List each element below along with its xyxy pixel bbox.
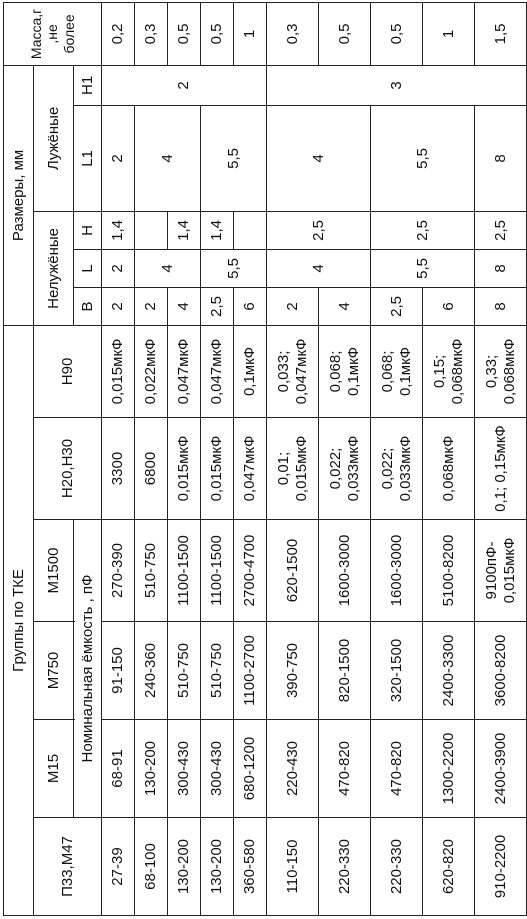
cell: 0,015мкФ xyxy=(201,418,234,520)
cell: 1100-1500 xyxy=(168,520,201,622)
sizes-header: Размеры, мм xyxy=(4,65,34,325)
cell: 510-750 xyxy=(201,622,234,720)
cell: 2,5 xyxy=(371,287,423,325)
cell: 0,022; 0,033мкФ xyxy=(371,418,423,520)
cell: 6800 xyxy=(135,418,168,520)
cell xyxy=(234,211,267,249)
cell: 8 xyxy=(475,249,527,287)
cell: 510-750 xyxy=(135,520,168,622)
table-row xyxy=(267,2,319,915)
cell: 6 xyxy=(423,287,475,325)
col-h90: Н90 xyxy=(34,325,102,417)
cell: 2,5 xyxy=(201,287,234,325)
cell: 110-150 xyxy=(267,818,319,916)
cell: 0,022мкФ xyxy=(135,325,168,417)
cell: 390-750 xyxy=(267,622,319,720)
cell: 1,5 xyxy=(475,2,527,65)
cell: 470-820 xyxy=(371,720,423,818)
cell: 300-430 xyxy=(168,720,201,818)
cell: 910-2200 xyxy=(475,818,527,916)
cell: 5,5 xyxy=(371,249,475,287)
cell: 1100-1500 xyxy=(201,520,234,622)
cell: 2 xyxy=(102,287,135,325)
cell: 1600-3000 xyxy=(371,520,423,622)
cell: 0,047мкФ xyxy=(201,325,234,417)
cell: 130-200 xyxy=(168,818,201,916)
dim-b: В xyxy=(74,287,102,325)
cell: 0,068мкФ xyxy=(423,418,475,520)
cell: 0,01; 0,015мкФ xyxy=(267,418,319,520)
cell: 5100-8200 xyxy=(423,520,475,622)
h1-cell: 3 xyxy=(267,65,527,105)
cell: 5,5 xyxy=(201,249,267,287)
cell: 68-91 xyxy=(102,720,135,818)
cell: 0,022; 0,033мкФ xyxy=(319,418,371,520)
cell: 2,5 xyxy=(371,211,475,249)
cell: 510-750 xyxy=(168,622,201,720)
col-m15: М15 xyxy=(34,720,74,818)
cell: 0,068; 0,1мкФ xyxy=(371,325,423,417)
cell: 5,5 xyxy=(201,105,267,211)
cell: 0,047мкФ xyxy=(168,325,201,417)
cell: 8 xyxy=(475,287,527,325)
dim-h: H xyxy=(74,211,102,249)
dim-l1: L1 xyxy=(74,105,102,211)
table-row xyxy=(475,2,527,915)
cell: 0,3 xyxy=(135,2,168,65)
cell: 0,1мкФ xyxy=(234,325,267,417)
cell: 0,015мкФ xyxy=(168,418,201,520)
table-row xyxy=(371,2,423,915)
cell: 1,4 xyxy=(201,211,234,249)
cell: 0,047мкФ xyxy=(234,418,267,520)
cell: 2400-3300 xyxy=(423,622,475,720)
cell: 1 xyxy=(234,2,267,65)
cell: 2,5 xyxy=(267,211,371,249)
cell: 220-430 xyxy=(267,720,319,818)
col-p33: П33,М47 xyxy=(34,818,102,916)
nominal-header: Номинальная ёмкость , пФ xyxy=(74,520,102,818)
cell: 0,015мкФ xyxy=(102,325,135,417)
h1-cell: 2 xyxy=(102,65,267,105)
cell: 27-39 xyxy=(102,818,135,916)
cell: 4 xyxy=(168,287,201,325)
col-m1500: М1500 xyxy=(34,520,74,622)
cell: 130-200 xyxy=(201,818,234,916)
cell: 0,1; 0,15мкФ xyxy=(475,418,527,520)
cell: 4 xyxy=(135,249,201,287)
cell: 2,5 xyxy=(475,211,527,249)
cell: 0,033; 0,047мкФ xyxy=(267,325,319,417)
cell xyxy=(135,211,168,249)
cell: 300-430 xyxy=(201,720,234,818)
cell: 240-360 xyxy=(135,622,168,720)
table-row xyxy=(201,2,234,915)
cell: 0,068; 0,1мкФ xyxy=(319,325,371,417)
cell: 680-1200 xyxy=(234,720,267,818)
tke-groups-header: Группы по ТКЕ xyxy=(4,325,34,915)
cell: 9100пФ- 0,015мкФ xyxy=(475,520,527,622)
cell: 620-1500 xyxy=(267,520,319,622)
mass-header: Масса,г ,не более xyxy=(4,2,102,65)
cell: 0,15; 0,068мкФ xyxy=(423,325,475,417)
cell: 2 xyxy=(102,249,135,287)
cell: 220-330 xyxy=(371,818,423,916)
cell: 320-1500 xyxy=(371,622,423,720)
dim-l: L xyxy=(74,249,102,287)
capacitor-table xyxy=(3,2,527,916)
tinned-header: Лужёные xyxy=(34,65,74,211)
cell: 620-820 xyxy=(423,818,475,916)
cell: 360-580 xyxy=(234,818,267,916)
cell: 0,2 xyxy=(102,2,135,65)
cell: 91-150 xyxy=(102,622,135,720)
cell: 0,5 xyxy=(371,2,423,65)
cell: 8 xyxy=(475,105,527,211)
cell: 1,4 xyxy=(168,211,201,249)
not-tinned-header: Нелужёные xyxy=(34,211,74,325)
cell: 270-390 xyxy=(102,520,135,622)
cell: 0,3 xyxy=(267,2,319,65)
cell: 5,5 xyxy=(371,105,475,211)
cell: 0,5 xyxy=(319,2,371,65)
cell: 2700-4700 xyxy=(234,520,267,622)
cell: 1 xyxy=(423,2,475,65)
cell: 470-820 xyxy=(319,720,371,818)
cell: 3600-8200 xyxy=(475,622,527,720)
cell: 2 xyxy=(102,105,135,211)
cell: 0,5 xyxy=(201,2,234,65)
cell: 1300-2200 xyxy=(423,720,475,818)
cell: 2 xyxy=(267,287,319,325)
cell: 0,33; 0,068мкФ xyxy=(475,325,527,417)
cell: 1600-3000 xyxy=(319,520,371,622)
cell: 130-200 xyxy=(135,720,168,818)
cell: 4 xyxy=(267,249,371,287)
cell: 820-1500 xyxy=(319,622,371,720)
cell: 4 xyxy=(135,105,201,211)
cell: 68-100 xyxy=(135,818,168,916)
cell: 2 xyxy=(135,287,168,325)
dim-h1: H1 xyxy=(74,65,102,105)
table-row xyxy=(135,2,168,915)
cell: 4 xyxy=(319,287,371,325)
cell: 220-330 xyxy=(319,818,371,916)
cell: 1100-2700 xyxy=(234,622,267,720)
col-m750: М750 xyxy=(34,622,74,720)
table-row xyxy=(102,2,135,915)
cell: 1,4 xyxy=(102,211,135,249)
cell: 3300 xyxy=(102,418,135,520)
cell: 6 xyxy=(234,287,267,325)
col-h20: Н20,Н30 xyxy=(34,418,102,520)
cell: 4 xyxy=(267,105,371,211)
cell: 2400-3900 xyxy=(475,720,527,818)
cell: 0,5 xyxy=(168,2,201,65)
